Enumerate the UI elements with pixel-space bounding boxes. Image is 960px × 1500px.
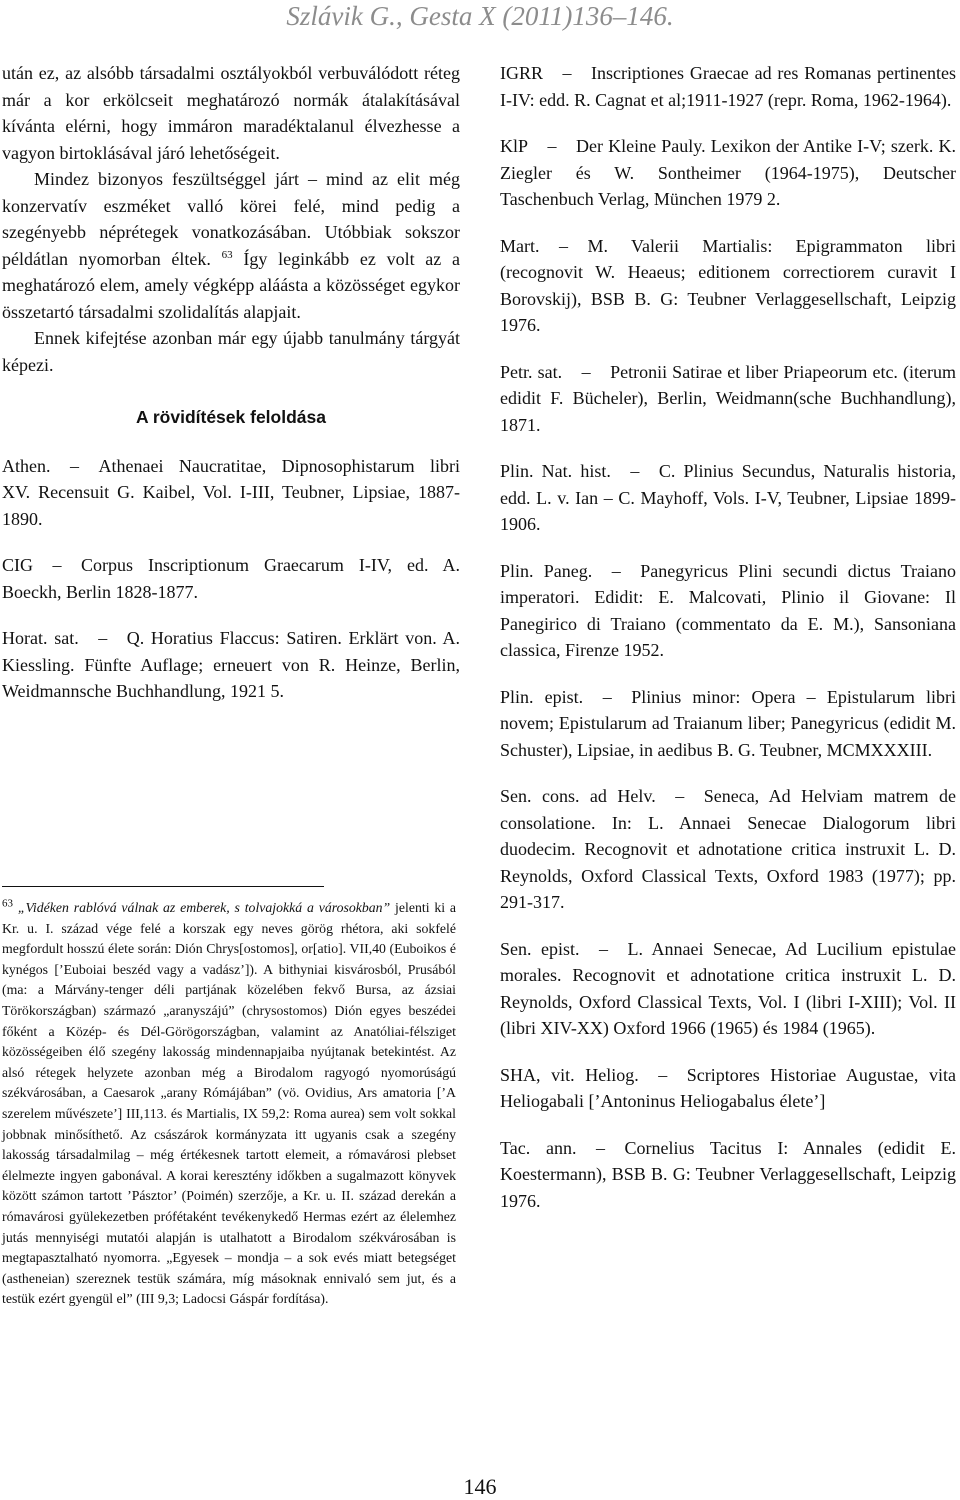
body-paragraph-2-text-a: Mindez bizonyos feszültséggel járt – mind az elit még konzervatív eszméket valló körei felé, mind pedig a szegényebb néprétegek vonatkozásában. Utóbbiak sokszor példátlan nyomorban éltek.: [2, 169, 460, 269]
abbreviation-entry-plin-epist: [500, 684, 956, 764]
body-paragraph-2: [2, 166, 460, 325]
abbreviation-entry-plin-paneg: [500, 558, 956, 664]
abbreviation-key: Athen.: [2, 455, 51, 476]
footnote-text: jelenti ki a Kr. u. I. század vége felé a korszak egy neves görög rhétora, aki sokfelé megfordult hosszú élete során: Dión Chrys[ostomos], or[atio]. VII,40 (Euboikos é kynégos [’Euboiai beszéd vagy a vadász’]). A bithyniai kisvárosból, Prusából (ma: a Márvány-tenger déli partjának közelében fekvő Bursa, az ázsiai Törökországban) származó „aranyszájú” (chrysostomos) Dión egyes beszédei főként a Közép- és Dél-Görögországban, valamint az Anatóliai-félsziget közösségeiben élő szegény lakosság mindennapjaiba nyújtanak betekintést. Az alsó rétegek helyzete azonban még a Birodalom ragyogó nyomorúságú székvárosában, a Caesarok „arany Rómájában” (vö. Ovidius, Ars amatoria [’A szerelem művészete’] III,113. és Martialis, IX 59,2: Roma aurea) sem volt sokkal jobbnak minősíthető. Az császárok kormányzata itt ugyanis csak a szegény lakosság társadalmilag – még értékesnek tartott elemeit, a rómavárosi plebset élelmezte ingyen gabonával. A korai keresztény időkben a sugalmazott könyvek között számon tartott ’Pásztor’ (Poimén) szerzője, a Kr. u. II. század derekán a rómavárosi gyülekezetben prófétaként tevékenykedő Hermas ezért az élelemhez jutás mennyiségi mutatói alapján is utalhatott a Birodalom székvárosában is megtapasztalható nyomorra. „Egyesek – mondja – a sok evés miatt betegséget (astheneian) szereznek testük számára, míg másoknak ennivaló sem jut, és a testük ezért gyengül el” (III 9,3; Ladocsi Gáspár fordítása).: [2, 900, 457, 1307]
abbreviation-entry-athen: [2, 453, 460, 533]
abbreviation-dash: –: [547, 136, 557, 156]
abbreviation-key: Tac. ann.: [500, 1137, 577, 1158]
abbreviation-dash: –: [658, 1064, 668, 1085]
abbreviation-key: Sen. epist.: [500, 938, 580, 959]
abbreviation-dash: –: [595, 1137, 605, 1158]
abbreviation-entry-mart: [500, 233, 956, 339]
abbreviation-entry-sen-cons: [500, 783, 956, 916]
abbreviation-dash: –: [581, 361, 591, 382]
abbreviation-entry-sen-epist: [500, 936, 956, 1042]
abbreviation-text: Scriptores Historiae Augustae, vita Heliogabali [’Antoninus Heliogabalus élete’]: [500, 1064, 956, 1111]
right-column: [500, 60, 956, 1234]
abbreviation-key: Plin. Paneg.: [500, 560, 593, 581]
abbreviation-entry-igrr: [500, 60, 956, 113]
abbreviation-key: Horat. sat.: [2, 628, 79, 648]
abbreviation-dash: –: [70, 455, 79, 476]
abbreviation-entry-sha: [500, 1062, 956, 1115]
abbreviation-text: L. Annaei Senecae, Ad Lucilium epistulae morales. Recognovit et adnotatione critica instruxit L. D. Reynolds, Oxford Classical Texts, Vol. I (libri I-XIII); Vol. II (libri XIV-XX) Oxford 1966 (1965) és 1984 (1965).: [500, 938, 956, 1038]
abbreviation-key: KlP: [500, 136, 529, 156]
abbreviation-dash: –: [630, 461, 640, 481]
abbreviation-key: IGRR: [500, 63, 544, 83]
abbreviation-entry-cig: [2, 552, 460, 605]
abbreviation-text: Plinius minor: Opera – Epistularum libri novem; Epistularum ad Traianum liber; Panegyricus (edidit M. Schuster), Lipsiae, in aedibus B. G. Teubner, MCMXXXIII.: [500, 686, 956, 760]
body-paragraph-2-text-b: Így leginkább ez volt az a meghatározó elem, amely végképp aláásta a közösséget egykor összetartó társadalmi szolidalítás alapjait.: [2, 248, 461, 322]
abbreviation-entry-plin-nat-hist: [500, 458, 956, 538]
abbreviation-entry-horat-sat: [2, 625, 460, 705]
abbreviation-entry-tac-ann: [500, 1135, 956, 1215]
abbreviation-text: Corpus Inscriptionum Graecarum I-IV, ed. A. Boeckh, Berlin 1828-1877.: [2, 555, 460, 602]
footnote-separator: [2, 886, 324, 887]
abbreviation-dash: –: [611, 560, 621, 581]
abbreviation-dash: –: [602, 686, 612, 707]
abbreviation-text: Inscriptiones Graecae ad res Romanas pertinentes I-IV: edd. R. Cagnat et al;1911-1927 (repr. Roma, 1962-1964).: [500, 63, 956, 110]
abbreviation-entry-klp: [500, 133, 956, 213]
abbreviation-text: Q. Horatius Flaccus: Satiren. Erklärt von. A. Kiessling. Fünfte Auflage; erneuert von R. Heinze, Berlin, Weidmannsche Buchhandlung, 1921 5.: [2, 628, 460, 701]
abbreviation-dash: –: [98, 628, 108, 648]
running-header: Szlávik G., Gesta X (2011)136–146.: [286, 1, 674, 31]
abbreviation-entry-petr-sat: [500, 359, 956, 439]
abbreviation-dash: –: [675, 786, 685, 806]
abbreviation-text: Panegyricus Plini secundi dictus Traiano imperatori. Edidit: E. Malcovati, Plinio il Giovane: Il Panegirico di Traiano (commentato da E. M.), Sansoniana classica, Firenze 1952.: [500, 560, 956, 660]
abbreviation-text: Cornelius Tacitus I: Annales (edidit E. Koestermann), BSB B. G: Teubner Verlaggesellschaft, Leipzig 1976.: [500, 1137, 956, 1211]
abbreviation-text: M. Valerii Martialis: Epigrammaton libri (recognovit W. Heaeus; editionem correctiorem curavit I Borovskij), BSB B. G: Teubner Verlaggesellschaft, Leipzig 1976.: [500, 235, 956, 335]
page-number: 146: [463, 1474, 497, 1499]
abbreviation-key: Sen. cons. ad Helv.: [500, 786, 656, 806]
footnote-63: [2, 898, 456, 1310]
abbreviation-text: Der Kleine Pauly. Lexikon der Antike I-V; szerk. K. Ziegler és W. Sontheimer (1964-1975), Deutscher Taschenbuch Verlag, München 1979 2.: [500, 136, 956, 209]
abbreviation-dash: –: [599, 938, 609, 959]
abbreviation-text: Petronii Satirae et liber Priapeorum etc. (iterum edidit F. Bücheler), Berlin, Weidmann(sche Buchhandlung), 1871.: [500, 361, 957, 435]
body-paragraph-3: Ennek kifejtése azonban már egy újabb tanulmány tárgyát képezi.: [2, 328, 460, 375]
body-paragraph-1: után ez, az alsóbb társadalmi osztályokból verbuválódott réteg már a kor erkölcseit meghatározó normák átalakításával kívánta elérni, hogy immáron maradéktalanul élvezhesse a vagyon birtoklásával járó lehetőségeit.: [2, 63, 460, 163]
abbreviation-key: SHA, vit. Heliog.: [500, 1064, 639, 1085]
footnote-number: 63: [2, 897, 13, 910]
abbreviation-key: CIG: [2, 555, 33, 575]
abbreviation-dash: –: [559, 235, 568, 256]
abbreviation-dash: –: [562, 63, 572, 83]
abbreviation-text: Athenaei Naucratitae, Dipnosophistarum libri XV. Recensuit G. Kaibel, Vol. I-III, Teubner, Lipsiae, 1887-1890.: [2, 455, 460, 529]
abbreviation-key: Mart.: [500, 235, 540, 256]
abbreviation-text: Seneca, Ad Helviam matrem de consolatione. In: L. Annaei Senecae Dialogorum libri duodecim. Recognovit et adnotatione critica instruxit L. D. Reynolds, Oxford Classical Texts, Oxford 1983 (1977); pp. 291-317.: [500, 786, 957, 912]
abbreviations-heading: A rövidítések feloldása: [136, 407, 326, 427]
abbreviation-key: Plin. Nat. hist.: [500, 461, 611, 481]
left-column: [2, 60, 460, 725]
abbreviation-key: Petr. sat.: [500, 361, 563, 382]
abbreviation-key: Plin. epist.: [500, 686, 584, 707]
abbreviation-text: C. Plinius Secundus, Naturalis historia, edd. L. v. Ian – C. Mayhoff, Vols. I-V, Teubner, Lipsiae 1899-1906.: [500, 461, 956, 534]
footnote-ref-63[interactable]: 63: [221, 248, 233, 261]
footnote-quote: „Vidéken rablóvá válnak az emberek, s tolvajokká a városokban”: [17, 900, 391, 915]
abbreviation-dash: –: [52, 555, 62, 575]
